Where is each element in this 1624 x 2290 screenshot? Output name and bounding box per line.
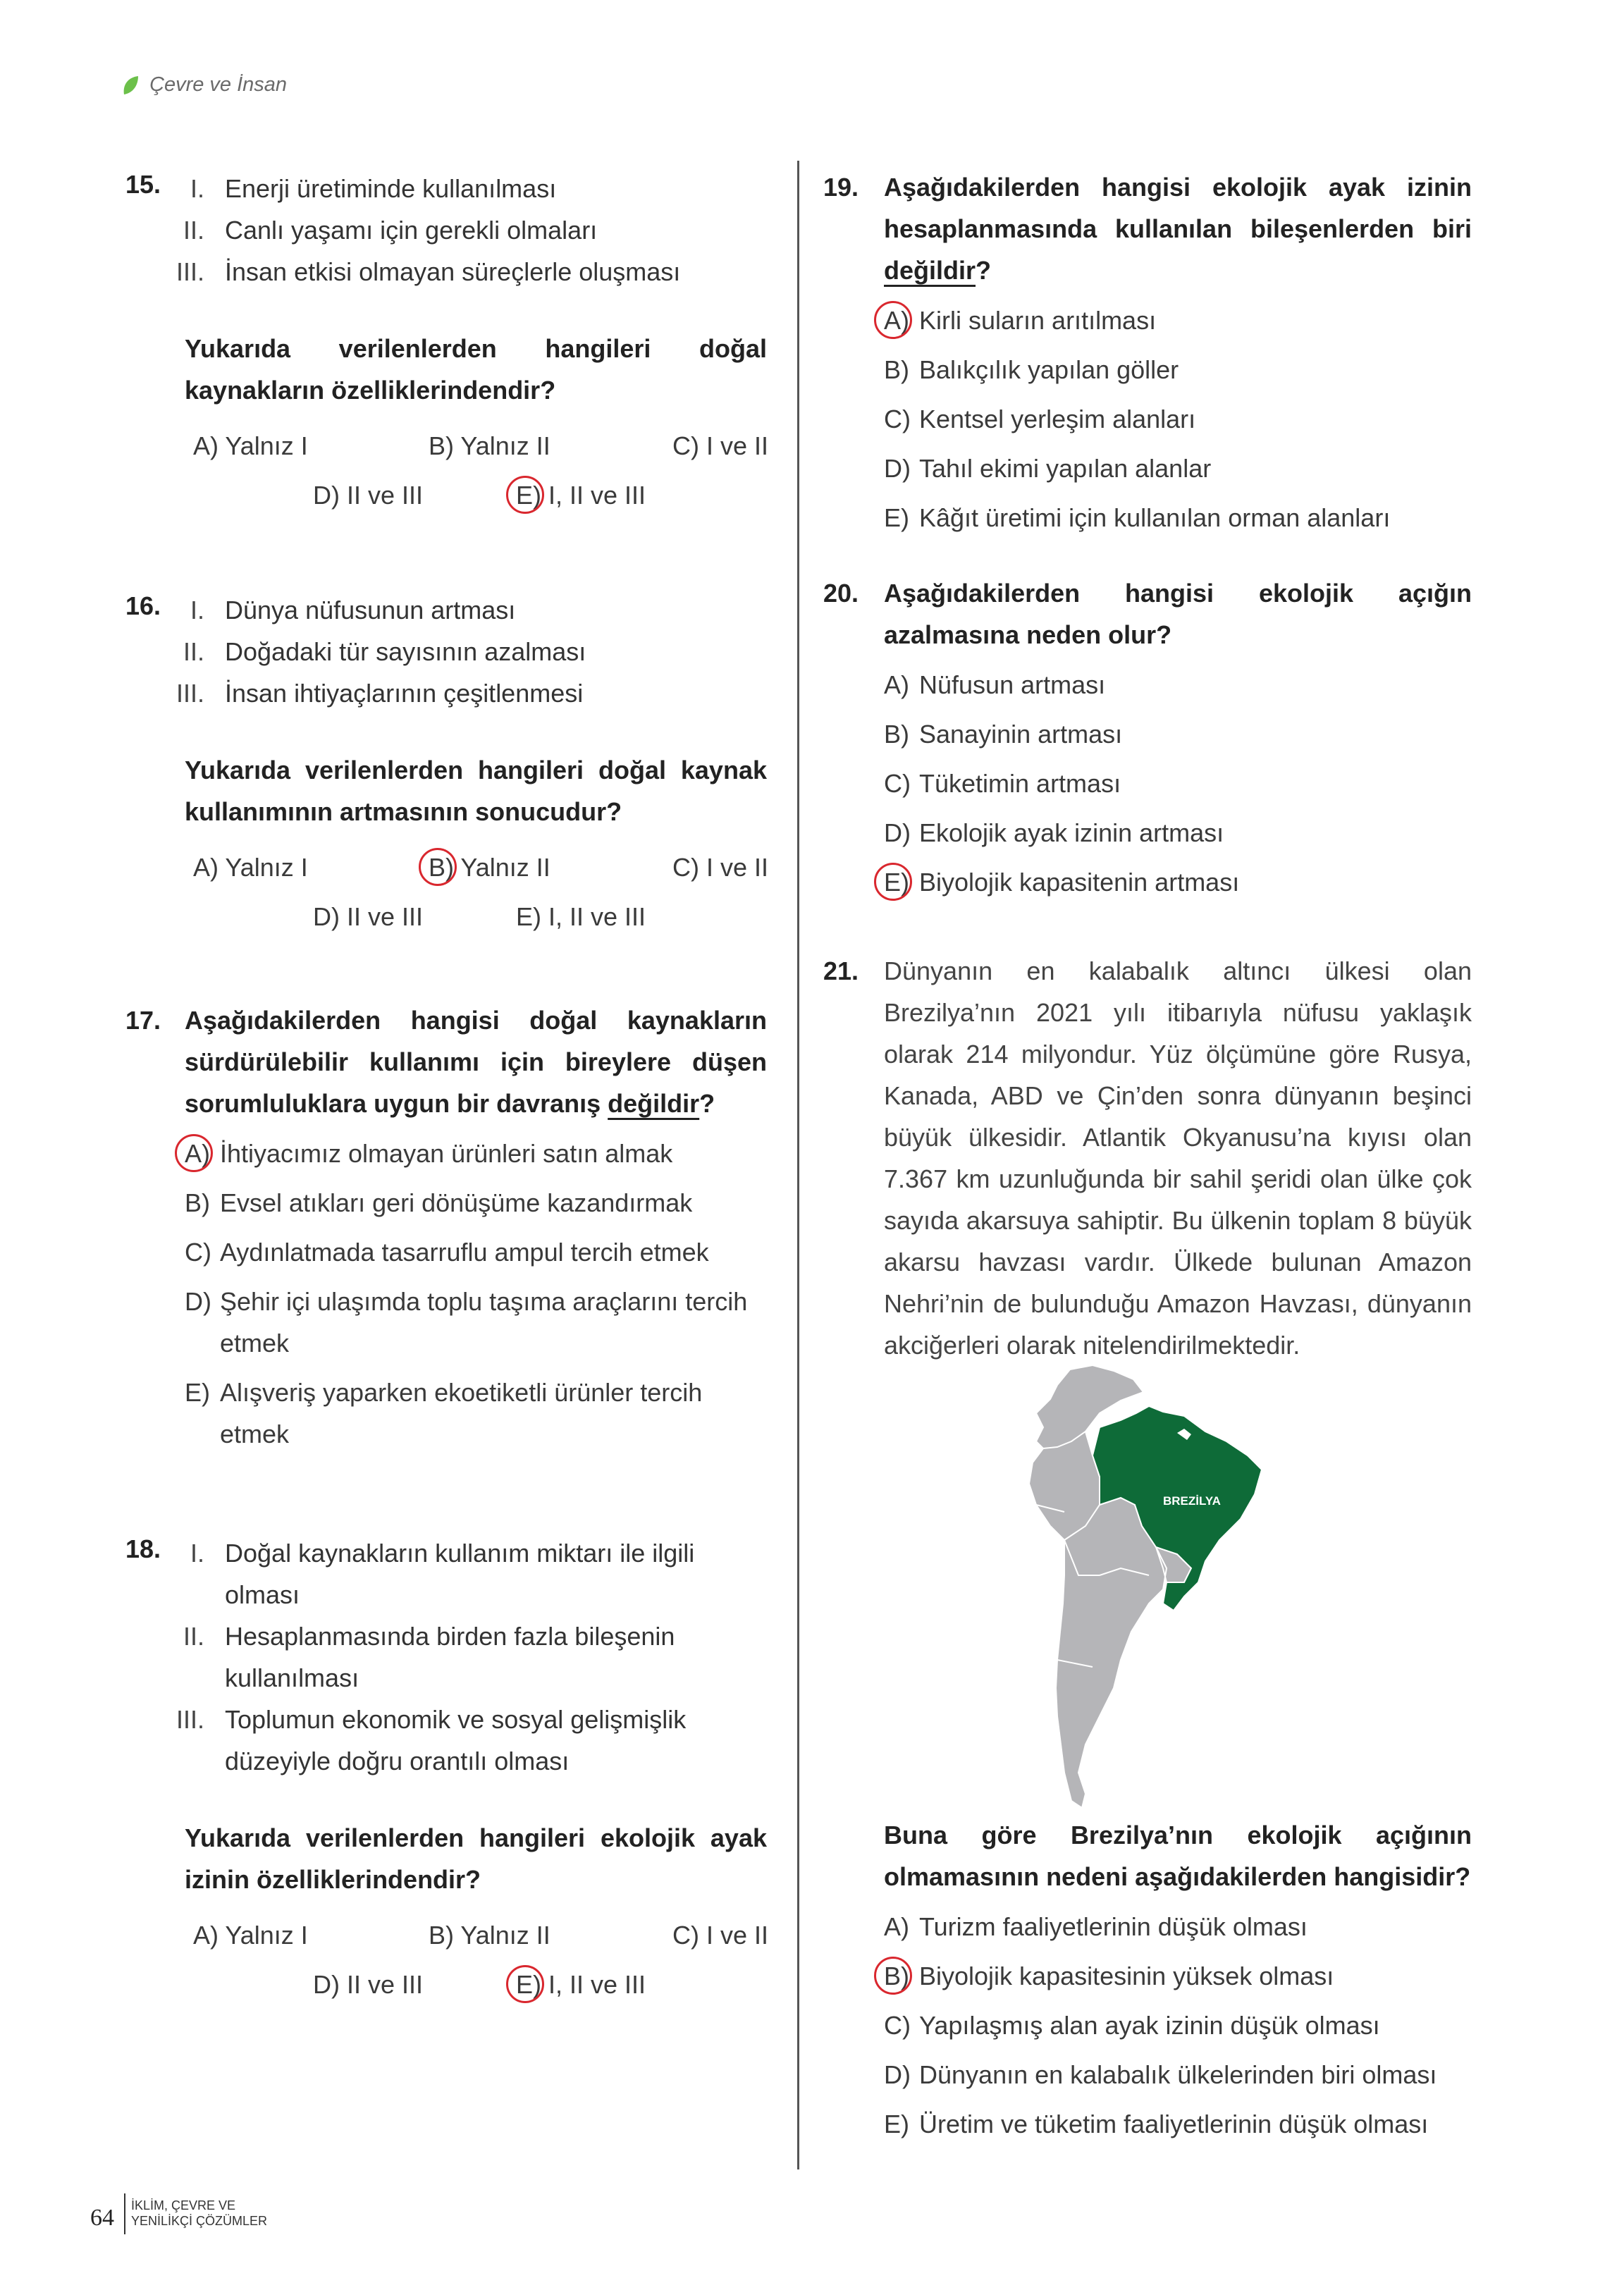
option-c[interactable]: C) Tüketimin artması xyxy=(884,769,1121,798)
statement-item: II. Canlı yaşamı için gerekli olmaları xyxy=(183,216,598,245)
question-21 xyxy=(823,950,1472,1366)
option-c[interactable]: C) Kentsel yerleşim alanları xyxy=(884,405,1196,433)
option-e[interactable]: E) I, II ve III xyxy=(516,902,646,931)
question-number: 16. xyxy=(125,591,161,620)
option-b[interactable]: B) Sanayinin artması xyxy=(884,720,1123,749)
option-c[interactable]: C) I ve II xyxy=(672,1921,769,1950)
question-number: 17. xyxy=(125,1006,161,1035)
answer-mark-circle xyxy=(874,863,912,901)
option-a[interactable]: A) Yalnız I xyxy=(193,431,308,460)
question-number: 21. xyxy=(823,956,859,985)
option-a[interactable]: A) Yalnız I xyxy=(193,853,308,882)
option-a[interactable]: A) Kirli suların arıtılması xyxy=(884,300,1472,341)
answer-mark-circle xyxy=(506,1965,544,2003)
page-header xyxy=(121,73,287,97)
option-c[interactable]: C) Yapılaşmış alan ayak izinin düşük olması xyxy=(884,2011,1380,2040)
map-label-brazil: BREZİLYA xyxy=(1163,1494,1221,1508)
question-stem: Yukarıda verilenlerden hangileri doğal kaynakların özelliklerindendir? xyxy=(185,334,767,405)
section-title: Çevre ve İnsan xyxy=(149,73,288,96)
option-d[interactable]: D) Tahıl ekimi yapılan alanlar xyxy=(884,454,1212,483)
option-d[interactable]: D) II ve III xyxy=(313,1970,424,1999)
answer-mark-circle xyxy=(874,1957,912,1995)
option-d[interactable]: D) II ve III xyxy=(313,481,424,510)
info-paragraph: Dünyanın en kalabalık altıncı ülkesi olan Brezilya’nın 2021 yılı itibarıyla nüfusu yaklaşık olarak 214 milyondur. Yüz ölçümüne göre Rusya, Kanada, ABD ve Çin’den sonra dünyanın beşinci büyük ülkesidir. Atlantik Okyanusu’na kıyısı olan 7.367 km uzunluğunda bir sahil şeridi olan ülke çok sayıda akarsuya sahiptir. Bu ülkenin toplam 8 büyük akarsu havzası vardır. Ülkede bulunan Amazon Nehri’nin de bulunduğu Amazon Havzası, dünyanın akciğerleri olarak nitelendirilmektedir. xyxy=(884,956,1472,1360)
option-b[interactable]: B) Yalnız II xyxy=(429,1921,550,1950)
column-divider xyxy=(797,161,799,2169)
options xyxy=(185,1133,767,1455)
option-e[interactable]: E) Üretim ve tüketim faaliyetlerinin düşük olması xyxy=(884,2110,1429,2138)
options xyxy=(884,300,1472,538)
answer-mark-circle xyxy=(175,1134,213,1172)
option-c[interactable]: C) Aydınlatmada tasarruflu ampul tercih etmek xyxy=(185,1238,709,1267)
page-number: 64 xyxy=(90,2205,114,2231)
option-e[interactable]: E) Biyolojik kapasitenin artması xyxy=(884,861,1472,903)
south-america-map xyxy=(1015,1364,1269,1815)
option-b[interactable]: B) Yalnız II xyxy=(429,847,550,888)
question-stem: Yukarıda verilenlerden hangileri doğal kaynak kullanımının artmasının sonucudur? xyxy=(185,756,767,826)
question-stem: Aşağıdakilerden hangisi ekolojik ayak izinin hesaplanmasında kullanılan bileşenlerden biri değildir? xyxy=(884,173,1472,285)
question-number: 15. xyxy=(125,170,161,199)
option-d[interactable]: D) Şehir içi ulaşımda toplu taşıma araçlarını tercih etmek xyxy=(185,1287,748,1358)
option-d[interactable]: D) II ve III xyxy=(313,902,424,931)
question-18 xyxy=(125,1528,767,2013)
option-a[interactable]: A) Nüfusun artması xyxy=(884,670,1106,699)
statement-item: II. Hesaplanmasında birden fazla bileşenin kullanılması xyxy=(183,1622,675,1692)
option-b[interactable]: B) Yalnız II xyxy=(429,431,550,460)
option-a[interactable]: A) İhtiyacımız olmayan ürünleri satın almak xyxy=(185,1133,767,1174)
question-number: 19. xyxy=(823,173,859,202)
statement-item: I. Enerji üretiminde kullanılması xyxy=(190,174,557,203)
option-e[interactable]: E) I, II ve III xyxy=(516,1964,646,2005)
options xyxy=(193,425,767,524)
options xyxy=(193,1914,767,2013)
statement-item: I. Dünya nüfusunun artması xyxy=(190,596,516,624)
question-number: 20. xyxy=(823,579,859,608)
statement-item: II. Doğadaki tür sayısının azalması xyxy=(183,637,586,666)
options xyxy=(884,1906,1472,2145)
footer-book-title: İKLİM, ÇEVRE VE YENİLİKÇİ ÇÖZÜMLER xyxy=(131,2198,268,2228)
question-number: 18. xyxy=(125,1534,161,1563)
option-d[interactable]: D) Ekolojik ayak izinin artması xyxy=(884,818,1224,847)
option-d[interactable]: D) Dünyanın en kalabalık ülkelerinden biri olması xyxy=(884,2060,1437,2089)
option-b[interactable]: B) Balıkçılık yapılan göller xyxy=(884,355,1179,384)
option-c[interactable]: C) I ve II xyxy=(672,431,769,460)
leaf-icon xyxy=(121,75,140,96)
question-stem: Buna göre Brezilya’nın ekolojik açığının olmamasının nedeni aşağıdakilerden hangisidir? xyxy=(884,1821,1472,1891)
question-17 xyxy=(125,999,767,1455)
option-b[interactable]: B) Biyolojik kapasitesinin yüksek olması xyxy=(884,1955,1472,1997)
statement-item: I. Doğal kaynakların kullanım miktarı ile ilgili olması xyxy=(190,1539,695,1609)
option-e[interactable]: E) Kâğıt üretimi için kullanılan orman alanları xyxy=(884,503,1391,532)
option-a[interactable]: A) Turizm faaliyetlerinin düşük olması xyxy=(884,1912,1308,1941)
answer-mark-circle xyxy=(874,301,912,339)
option-e[interactable]: E) I, II ve III xyxy=(516,474,646,516)
question-19 xyxy=(823,166,1472,538)
option-e[interactable]: E) Alışveriş yaparken ekoetiketli ürünler tercih etmek xyxy=(185,1378,703,1448)
option-c[interactable]: C) I ve II xyxy=(672,853,769,882)
footer-divider xyxy=(124,2193,125,2234)
question-stem: Yukarıda verilenlerden hangileri ekolojik ayak izinin özelliklerindendir? xyxy=(185,1823,767,1894)
statement-item: III. Toplumun ekonomik ve sosyal gelişmişlik düzeyiyle doğru orantılı olması xyxy=(176,1705,687,1775)
question-15 xyxy=(125,164,767,524)
question-stem: Aşağıdakilerden hangisi ekolojik açığın azalmasına neden olur? xyxy=(884,579,1472,649)
statement-item: III. İnsan etkisi olmayan süreçlerle oluşması xyxy=(176,257,681,286)
option-b[interactable]: B) Evsel atıkları geri dönüşüme kazandırmak xyxy=(185,1188,693,1217)
statement-item: III. İnsan ihtiyaçlarının çeşitlenmesi xyxy=(176,679,584,708)
answer-mark-circle xyxy=(419,848,457,886)
option-a[interactable]: A) Yalnız I xyxy=(193,1921,308,1950)
answer-mark-circle xyxy=(506,476,544,514)
question-stem: Aşağıdakilerden hangisi doğal kaynakların sürdürülebilir kullanımı için bireylere düşen sorumluluklara uygun bir davranış değildir? xyxy=(185,1006,767,1118)
question-21-part xyxy=(823,1814,1472,2145)
question-20 xyxy=(823,572,1472,903)
options xyxy=(884,664,1472,903)
question-16 xyxy=(125,585,767,945)
options xyxy=(193,847,767,945)
